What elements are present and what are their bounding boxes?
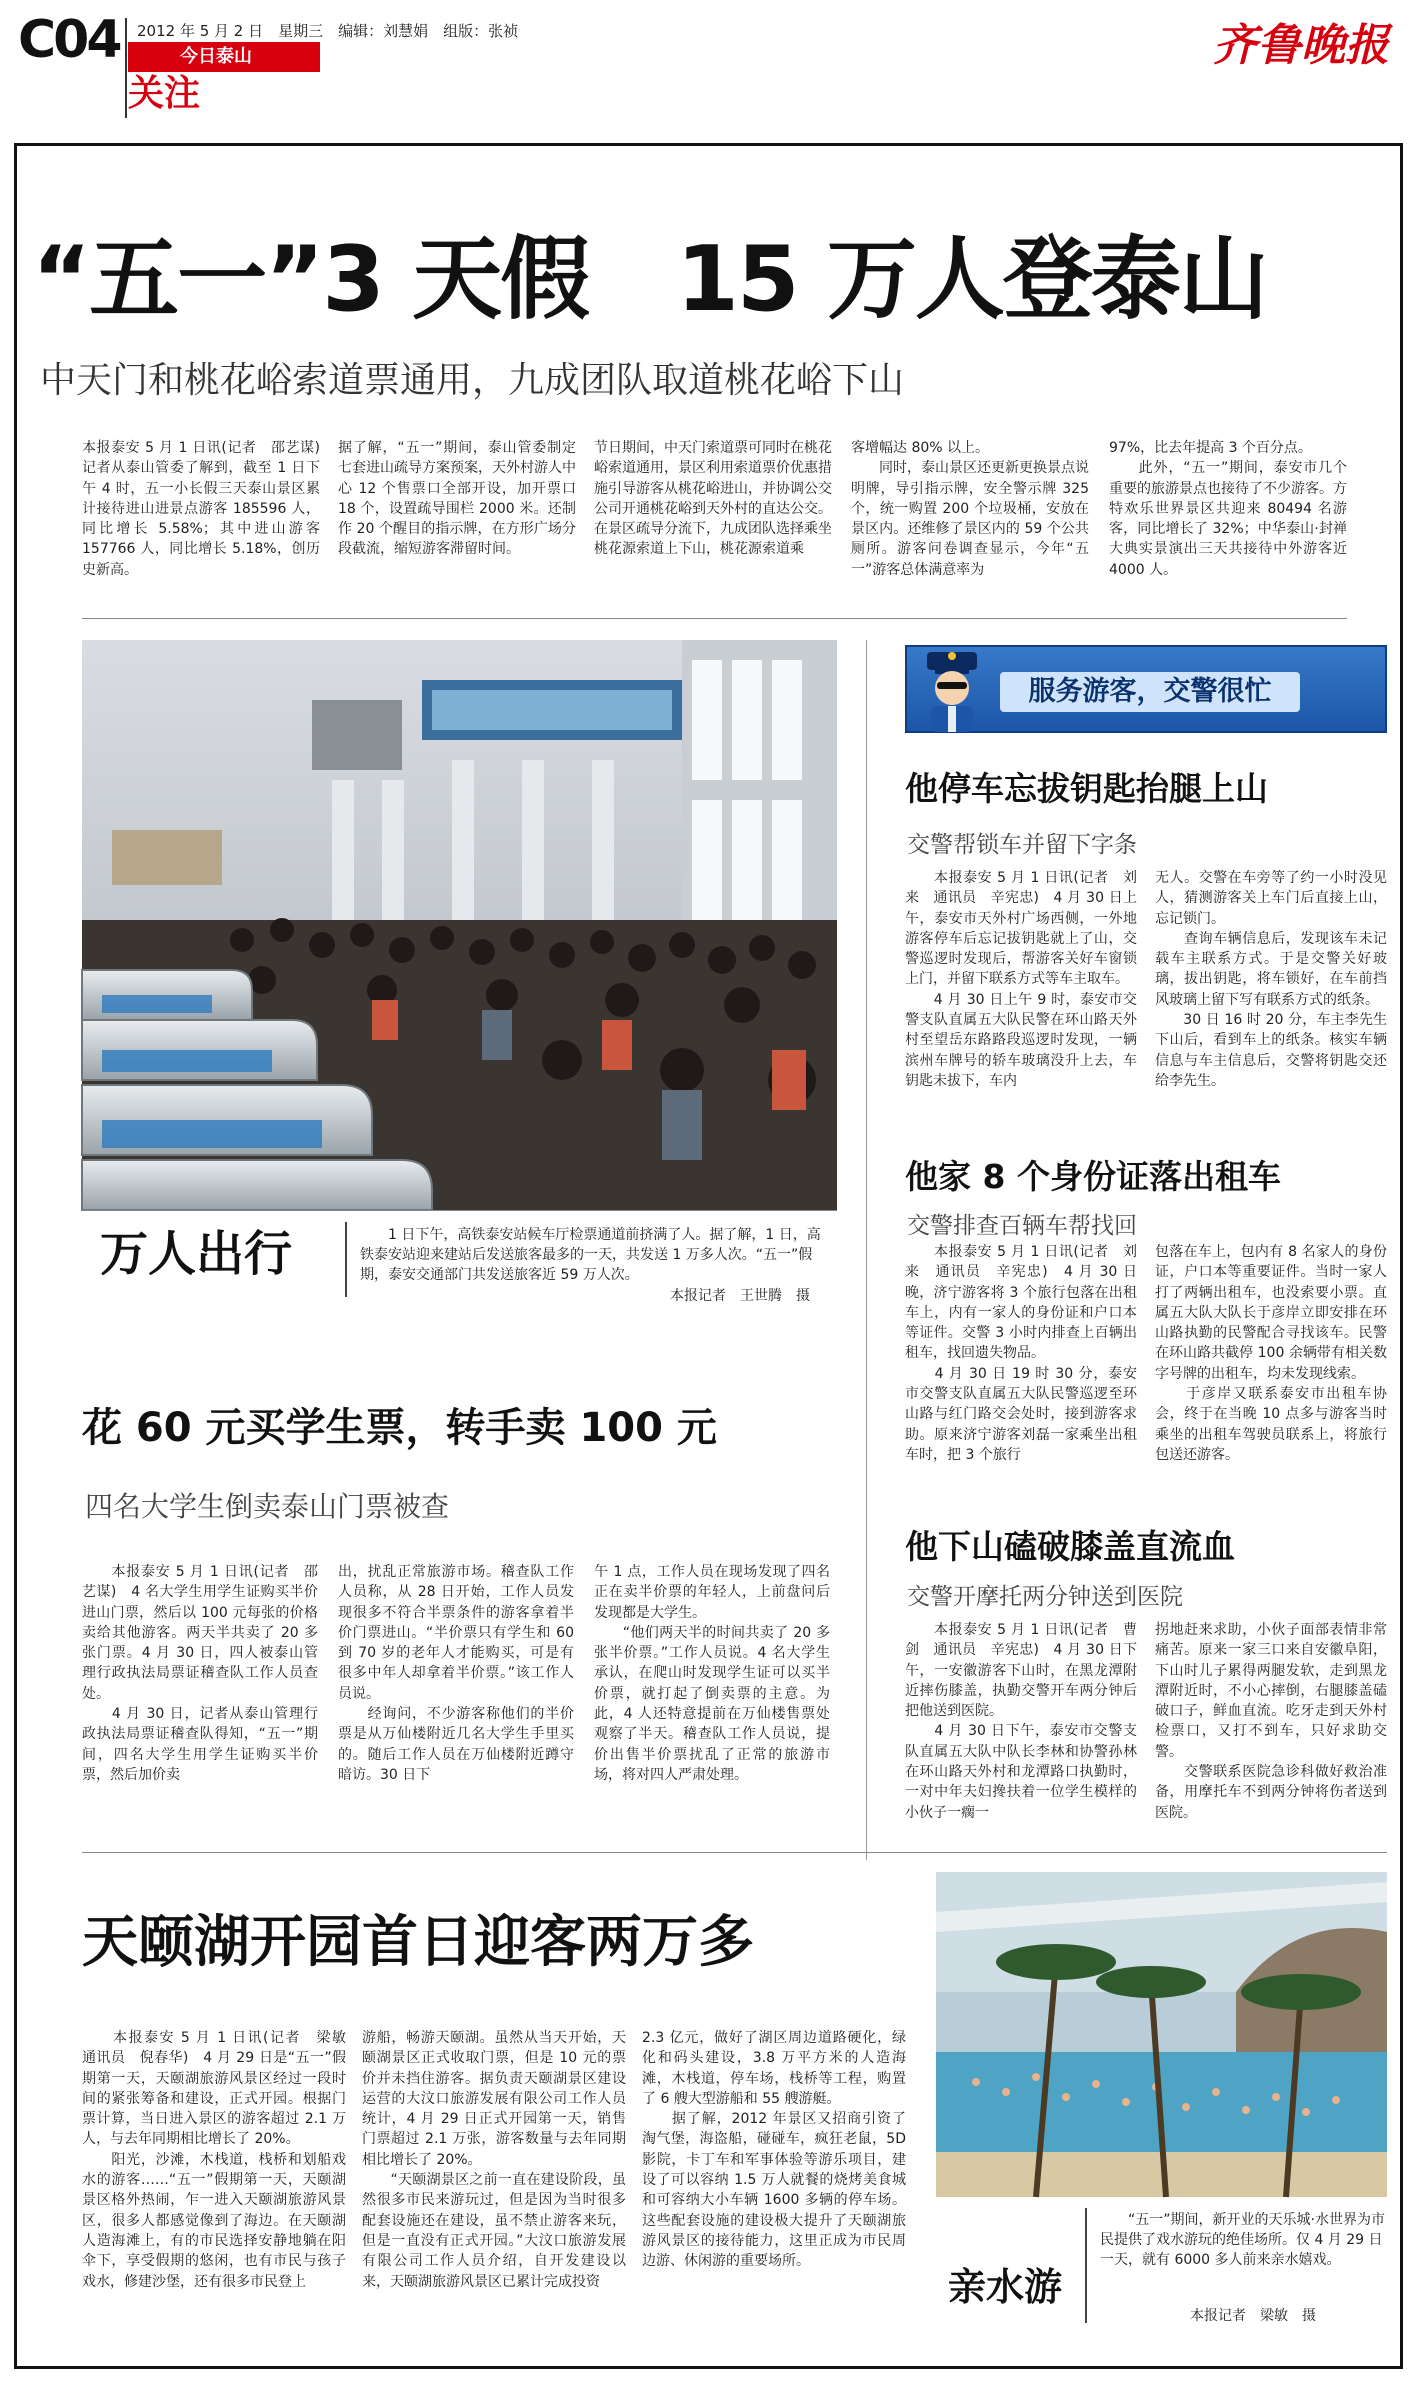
ticket-col-2: 出，扰乱正常旅游市场。稽查队工作人员称，从 28 日开始，工作人员发现很多不符合半票条件的游客拿着半价门票进山。“半价票只有学生和 60 到 70 岁的老年人才能购买，可是有很多中年人却拿着半价票。”该工作人员说。 经询问，不少游客称他们的半价票是从万仙楼附近几名大学生手里买的。随后工作人员在万仙楼附近蹲守暗访。30 日下 (338, 1564, 574, 1783)
lake-headline: 天颐湖开园首日迎客两万多 (82, 1910, 754, 1975)
police-mascot-icon (915, 648, 989, 732)
lead-subhead: 中天门和桃花峪索道票通用，九成团队取道桃花峪下山 (40, 360, 905, 401)
lead-headline: “五一”3 天假 15 万人登泰山 (32, 227, 1267, 332)
station-photo (82, 640, 837, 1210)
lead-col-3: 节日期间，中天门索道票可同时在桃花峪索道通用，景区利用索道票价优惠措施引导游客从桃花峪进山，并协调公交公司开通桃花峪到天外村的直达公交。在景区疏导分流下，九成团队选择乘坐桃花源索道上下山，桃花源索道乘 (594, 440, 832, 558)
story1-col-2: 无人。交警在车旁等了约一小时没见人，猜测游客关上车门后直接上山，忘记锁门。 查询车辆信息后，发现该车未记载车主联系方式。于是交警关好玻璃，拔出钥匙，将车锁好，在车前挡风玻璃上留下写有联系方式的纸条。 30 日 16 时 20 分，车主李先生下山后，看到车上的纸条。核实车辆信息与车主信息后，交警将钥匙交还给李先生。 (1155, 870, 1387, 1089)
story3-col-1: 本报泰安 5 月 1 日讯(记者 曹剑 通讯员 辛宪忠) 4 月 30 日下午，一安徽游客下山时，在黑龙潭附近摔伤膝盖，执勤交警开车两分钟后把他送到医院。 4 月 30 日下午，泰安市交警支队直属五大队中队长李林和协警孙林在环山路天外村和龙潭路口执勤时，一对中年夫妇搀扶着一位学生模样的小伙子一瘸一 (905, 1622, 1137, 1821)
photo-tag-travel: 万人出行 (100, 1226, 293, 1282)
story1-col-1: 本报泰安 5 月 1 日讯(记者 刘来 通讯员 辛宪忠) 4 月 30 日上午，泰安市天外村广场西侧，一外地游客停车后忘记拔钥匙就上了山，交警巡逻时发现后，帮游客关好车窗锁上门，并留下联系方式等车主取车。 4 月 30 日上午 9 时，泰安市交警支队直属五大队民警在环山路天外村至望岳东路路段巡逻时发现，一辆滨州车牌号的轿车玻璃没升上去，车钥匙未拔下，车内 (905, 870, 1137, 1089)
column-tag: 今日泰山 (128, 42, 320, 72)
photo-rule (82, 1210, 837, 1211)
caption-divider (345, 1222, 347, 1297)
ticket-headline: 花 60 元买学生票，转手卖 100 元 (82, 1405, 717, 1451)
ticket-col-3: 午 1 点，工作人员在现场发现了四名正在卖半价票的年轻人，上前盘问后发现都是大学生。 “他们两天半的时间共卖了 20 多张半价票。”工作人员说。4 名大学生承认，在爬山时发现学生证可以买半价票，就打起了倒卖票的主意。为此，4 人还特意提前在万仙楼售票处观察了半天。稽查队工作人员说，提价出售半价票扰乱了正常的旅游市场，将对四人严肃处理。 (594, 1564, 830, 1783)
photo-tag-water: 亲水游 (948, 2265, 1063, 2309)
lead-col-5: 97%，比去年提高 3 个百分点。 此外，“五一”期间，泰安市几个重要的旅游景点也接待了不少游客。方特欢乐世界景区共迎来 80494 名游客，同比增长了 32%；中华泰山·封禅大典实景演出三天共接待中外游客近 4000 人。 (1109, 440, 1347, 578)
lead-col-1: 本报泰安 5 月 1 日讯(记者 邵艺谋) 记者从泰山管委了解到，截至 1 日下午 4 时，五一小长假三天泰山景区累计接待进山进景点游客 185596 人，同比增长 5.58%；其中进山游客 157766 人，同比增长 5.18%，创历史新高。 (82, 440, 334, 578)
masthead-divider (125, 18, 127, 118)
water-caption-divider (1085, 2208, 1087, 2323)
ticket-subhead: 四名大学生倒卖泰山门票被查 (85, 1490, 450, 1523)
story1-headline: 他停车忘拔钥匙抬腿上山 (905, 769, 1268, 808)
waterpark-caption: “五一”期间，新开业的天乐城·水世界为市民提供了戏水游玩的绝佳场所。仅 4 月 29 日一天，就有 6000 多人前来亲水嬉戏。 (1100, 2212, 1385, 2268)
lake-col-3: 2.3 亿元，做好了湖区周边道路硬化，绿化和码头建设，3.8 万平方米的人造海滩，木栈道，停车场，栈桥等工程，购置了 6 艘大型游船和 55 艘游艇。 据了解，2012 年景区又招商引资了淘气堡，海盗船，碰碰车，疯狂老鼠，5D 影院，卡丁车和军事体验等游乐项目，建设了可以容纳 1.5 万人就餐的烧烤美食城和可容纳大小车辆 1600 多辆的停车场。这些配套设施的建设极大提升了天颐湖旅游风景区的接待能力，这里正成为市民周边游、休闲游的重要场所。 (642, 2030, 906, 2270)
story3-col-2: 拐地赶来求助，小伙子面部表情非常痛苦。原来一家三口来自安徽阜阳，下山时儿子累得两腿发软，走到黑龙潭附近时，不小心摔倒，右腿膝盖磕破口子，鲜血直流。吃牙走到天外村检票口，又打不到车，只好求助交警。 交警联系医院急诊科做好救治准备，用摩托车不到两分钟将伤者送到医院。 (1155, 1622, 1387, 1821)
story2-col-1: 本报泰安 5 月 1 日讯(记者 刘来 通讯员 辛宪忠) 4 月 30 日晚，济宁游客将 3 个旅行包落在出租车上，内有一家人的身份证和户口本等证件。交警 3 小时内排查上百辆出租车，找回遗失物品。 4 月 30 日 19 时 30 分，泰安市交警支队直属五大队民警巡逻至环山路与红门路交会处时，接到游客求助。原来济宁游客刘磊一家乘坐出租车时，把 3 个旅行 (905, 1244, 1137, 1463)
waterpark-credit: 本报记者 梁敏 摄 (1190, 2308, 1316, 2324)
station-photo-caption: 1 日下午，高铁泰安站候车厅检票通道前挤满了人。据了解，1 日，高铁泰安站迎来建站后发送旅客最多的一天，共发送 1 万多人次。“五一”假期，泰安交通部门共发送旅客近 59 万人次。 (360, 1227, 821, 1283)
lake-rule (82, 1852, 1387, 1853)
section-name: 关注 (128, 73, 201, 114)
station-photo-credit: 本报记者 王世腾 摄 (670, 1288, 810, 1304)
lead-col-4: 客增幅达 80% 以上。 同时，泰山景区还更新更换景点说明牌，导引指示牌，安全警示牌 325 个，统一购置 200 个垃圾桶，安放在景区内。还维修了景区内的 59 个公共厕所。游客问卷调查显示，今年“五一”游客总体满意率为 (851, 440, 1089, 578)
waterpark-photo (936, 1872, 1387, 2197)
page-number: C04 (18, 10, 120, 70)
traffic-banner-text: 服务游客，交警很忙 (1000, 672, 1300, 712)
lake-col-2: 游船，畅游天颐湖。虽然从当天开始，天颐湖景区正式收取门票，但是 10 元的票价并未挡住游客。据负责天颐湖景区建设运营的大汶口旅游发展有限公司工作人员统计，4 月 29 日正式开园第一天，销售门票超过 2.1 万张，游客数量与去年同期相比增长了 20%。 “天颐湖景区之前一直在建设阶段，虽然很多市民来游玩过，但是因为当时很多配套设施还在建设，虽不禁止游客来玩，但是一直没有正式开园。”大汶口旅游发展有限公司工作人员介绍，自开发建设以来，天颐湖旅游风景区已累计完成投资 (362, 2030, 626, 2290)
ticket-col-1: 本报泰安 5 月 1 日讯(记者 邵艺谋) 4 名大学生用学生证购买半价进山门票，然后以 100 元每张的价格卖给其他游客。两天半共卖了 20 多张门票。4 月 30 日，四人被泰山管理行政执法局票证稽查队工作人员查处。 4 月 30 日，记者从泰山管理行政执法局票证稽查队得知，“五一”期间，四名大学生用学生证购买半价票，然后加价卖 (82, 1564, 318, 1783)
story2-subhead: 交警排查百辆车帮找回 (907, 1213, 1137, 1239)
story3-subhead: 交警开摩托两分钟送到医院 (907, 1584, 1183, 1610)
story1-subhead: 交警帮锁车并留下字条 (907, 832, 1137, 858)
lead-col-2: 据了解，“五一”期间，泰山管委制定七套进山疏导方案预案，天外村游人中心 12 个售票口全部开设，加开票口 18 个，设置疏导围栏 2000 米。还制作 20 个醒目的指示牌，在方形广场分段截流，缩短游客滞留时间。 (338, 440, 576, 558)
column-divider (866, 640, 867, 1860)
lake-col-1: 本报泰安 5 月 1 日讯(记者 梁敏 通讯员 倪春华) 4 月 29 日是“五一”假期第一天，天颐湖旅游风景区经过一段时间的紧张筹备和建设，正式开园。根据门票计算，当日进入景区的游客超过 2.1 万人，与去年同期相比增长了 20%。 阳光，沙滩，木栈道，栈桥和划船戏水的游客……“五一”假期第一天，天颐湖景区格外热闹，乍一进入天颐湖旅游风景区，很多人都感觉像到了海边。在天颐湖人造海滩上，有的市民选择安静地躺在阳伞下，享受假期的悠闲，也有市民与孩子戏水，修建沙堡，还有很多市民登上 (82, 2030, 346, 2290)
newspaper-logo: 齐鲁晚报 (1213, 20, 1389, 71)
lead-rule (82, 618, 1347, 619)
story2-col-2: 包落在车上，包内有 8 名家人的身份证，户口本等重要证件。当时一家人打了两辆出租车，也没索要小票。直属五大队大队长于彦岸立即安排在环山路执勤的民警配合寻找该车。民警在环山路共截停 100 余辆带有相关数字号牌的出租车，均未发现线索。 于彦岸又联系泰安市出租车协会，终于在当晚 10 点多与游客当时乘坐的出租车驾驶员联系上，将旅行包送还游客。 (1155, 1244, 1387, 1463)
issue-meta: 2012 年 5 月 2 日 星期三 编辑：刘慧娟 组版：张祯 (137, 22, 519, 40)
story3-headline: 他下山磕破膝盖直流血 (905, 1527, 1235, 1566)
story2-headline: 他家 8 个身份证落出租车 (905, 1157, 1281, 1196)
